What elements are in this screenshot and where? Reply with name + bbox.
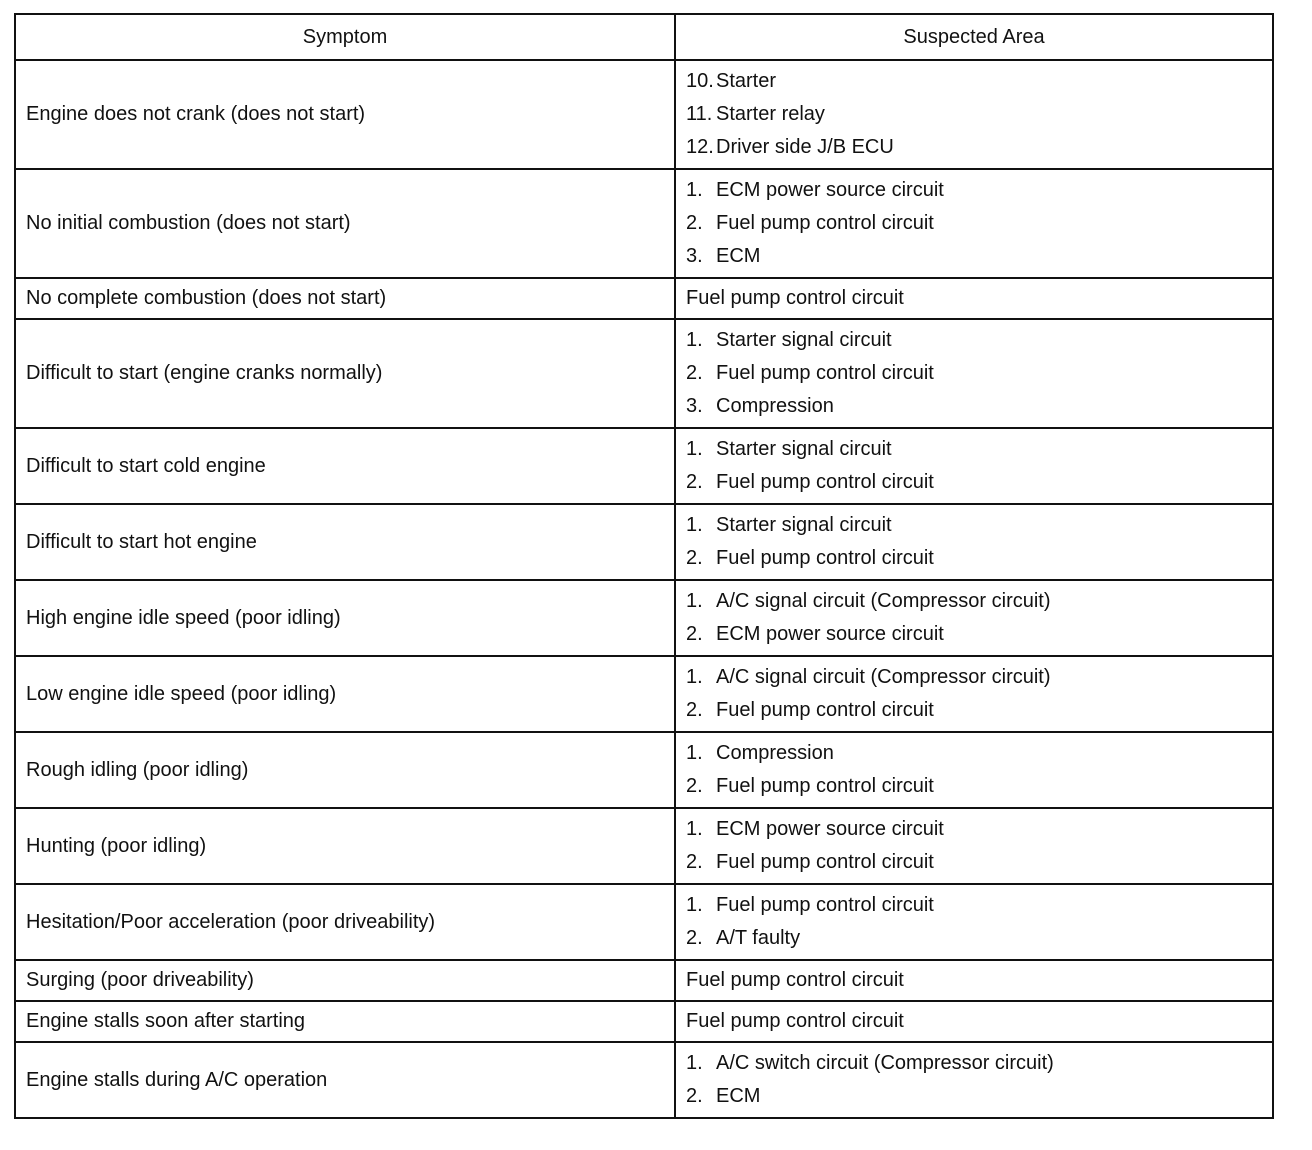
suspected-area-item (686, 813, 1262, 846)
suspected-area-item (686, 1005, 1262, 1038)
symptom-cell: Difficult to start cold engine (15, 428, 675, 504)
symptom-cell: Engine does not crank (does not start) (15, 60, 675, 169)
symptom-cell: Difficult to start (engine cranks normally) (15, 319, 675, 428)
item-text: Starter relay (716, 103, 825, 125)
suspected-area-cell (675, 504, 1273, 580)
item-text: Starter (716, 70, 777, 92)
table-row (15, 732, 1273, 808)
suspected-area-cell (675, 278, 1273, 319)
item-text: Fuel pump control circuit (716, 851, 934, 873)
suspected-area-cell (675, 1001, 1273, 1042)
suspected-area-item (686, 542, 1262, 575)
item-number: 1. (686, 742, 703, 764)
suspected-area-cell (675, 169, 1273, 278)
suspected-area-cell (675, 580, 1273, 656)
item-text: Fuel pump control circuit (716, 471, 934, 493)
table-row (15, 60, 1273, 169)
symptom-cell: No initial combustion (does not start) (15, 169, 675, 278)
item-number: 1. (686, 1052, 703, 1074)
item-number: 2. (686, 362, 703, 384)
item-text: ECM power source circuit (716, 623, 944, 645)
suspected-area-item (686, 661, 1262, 694)
suspected-area-cell (675, 732, 1273, 808)
item-text: A/C switch circuit (Compressor circuit) (716, 1052, 1054, 1074)
table-row (15, 1042, 1273, 1118)
suspected-area-cell (675, 319, 1273, 428)
symptom-cell: High engine idle speed (poor idling) (15, 580, 675, 656)
suspected-area-cell (675, 808, 1273, 884)
symptom-cell: Low engine idle speed (poor idling) (15, 656, 675, 732)
item-text: Starter signal circuit (716, 438, 892, 460)
symptom-column-header: Symptom (15, 14, 675, 60)
item-text: Fuel pump control circuit (716, 547, 934, 569)
item-text: Fuel pump control circuit (716, 699, 934, 721)
item-number: 1. (686, 514, 703, 536)
suspected-area-item (686, 922, 1262, 955)
suspected-area-cell (675, 884, 1273, 960)
symptom-cell: Hunting (poor idling) (15, 808, 675, 884)
item-text: Compression (716, 742, 834, 764)
item-text: Fuel pump control circuit (686, 969, 904, 991)
suspected-area-item (686, 207, 1262, 240)
suspected-area-item (686, 770, 1262, 803)
table-row (15, 1001, 1273, 1042)
item-text: Fuel pump control circuit (716, 212, 934, 234)
item-number: 12. (686, 136, 714, 158)
table-row (15, 884, 1273, 960)
table-body (15, 60, 1273, 1118)
table-header-row (15, 14, 1273, 60)
item-number: 2. (686, 775, 703, 797)
suspected-area-item (686, 694, 1262, 727)
table-row (15, 278, 1273, 319)
item-number: 11. (686, 103, 713, 125)
symptom-table (14, 13, 1274, 1119)
item-number: 1. (686, 438, 703, 460)
symptom-cell: Rough idling (poor idling) (15, 732, 675, 808)
table-row (15, 808, 1273, 884)
table-row (15, 319, 1273, 428)
symptom-cell: Difficult to start hot engine (15, 504, 675, 580)
suspected-area-cell (675, 1042, 1273, 1118)
suspected-area-column-header: Suspected Area (675, 14, 1273, 60)
item-text: Starter signal circuit (716, 329, 892, 351)
suspected-area-item (686, 65, 1262, 98)
suspected-area-item (686, 357, 1262, 390)
suspected-area-item (686, 1047, 1262, 1080)
item-number: 10. (686, 70, 714, 92)
suspected-area-item (686, 433, 1262, 466)
item-text: A/T faulty (716, 927, 801, 949)
item-text: Starter signal circuit (716, 514, 892, 536)
item-number: 1. (686, 666, 703, 688)
item-text: Fuel pump control circuit (716, 362, 934, 384)
item-number: 1. (686, 179, 703, 201)
suspected-area-item (686, 174, 1262, 207)
item-number: 1. (686, 894, 703, 916)
item-number: 2. (686, 212, 703, 234)
suspected-area-item (686, 509, 1262, 542)
item-number: 2. (686, 471, 703, 493)
suspected-area-item (686, 131, 1262, 164)
item-number: 2. (686, 547, 703, 569)
item-text: ECM power source circuit (716, 818, 944, 840)
suspected-area-item (686, 618, 1262, 651)
suspected-area-item (686, 889, 1262, 922)
item-number: 1. (686, 590, 703, 612)
item-number: 2. (686, 851, 703, 873)
item-text: Fuel pump control circuit (686, 1010, 904, 1032)
suspected-area-cell (675, 656, 1273, 732)
item-text: Driver side J/B ECU (716, 136, 894, 158)
item-text: A/C signal circuit (Compressor circuit) (716, 590, 1051, 612)
item-text: Fuel pump control circuit (716, 894, 934, 916)
suspected-area-item (686, 846, 1262, 879)
suspected-area-cell (675, 60, 1273, 169)
symptom-cell: Engine stalls soon after starting (15, 1001, 675, 1042)
suspected-area-item (686, 466, 1262, 499)
item-number: 3. (686, 395, 703, 417)
suspected-area-item (686, 240, 1262, 273)
item-number: 2. (686, 699, 703, 721)
suspected-area-item (686, 737, 1262, 770)
item-number: 2. (686, 1085, 703, 1107)
item-text: Fuel pump control circuit (686, 287, 904, 309)
suspected-area-item (686, 324, 1262, 357)
table-row (15, 504, 1273, 580)
suspected-area-item (686, 98, 1262, 131)
item-number: 2. (686, 927, 703, 949)
item-text: ECM power source circuit (716, 179, 944, 201)
item-text: ECM (716, 1085, 761, 1107)
table-row (15, 580, 1273, 656)
suspected-area-item (686, 1080, 1262, 1113)
suspected-area-item (686, 964, 1262, 997)
symptom-cell: No complete combustion (does not start) (15, 278, 675, 319)
table-row (15, 960, 1273, 1001)
suspected-area-item (686, 282, 1262, 315)
item-number: 2. (686, 623, 703, 645)
item-number: 3. (686, 245, 703, 267)
table-row (15, 428, 1273, 504)
symptom-cell: Engine stalls during A/C operation (15, 1042, 675, 1118)
item-text: A/C signal circuit (Compressor circuit) (716, 666, 1051, 688)
suspected-area-cell (675, 960, 1273, 1001)
suspected-area-item (686, 585, 1262, 618)
item-number: 1. (686, 818, 703, 840)
item-text: ECM (716, 245, 761, 267)
item-text: Compression (716, 395, 834, 417)
table-row (15, 169, 1273, 278)
symptom-cell: Hesitation/Poor acceleration (poor driveability) (15, 884, 675, 960)
table-row (15, 656, 1273, 732)
item-text: Fuel pump control circuit (716, 775, 934, 797)
suspected-area-cell (675, 428, 1273, 504)
symptom-cell: Surging (poor driveability) (15, 960, 675, 1001)
suspected-area-item (686, 390, 1262, 423)
item-number: 1. (686, 329, 703, 351)
